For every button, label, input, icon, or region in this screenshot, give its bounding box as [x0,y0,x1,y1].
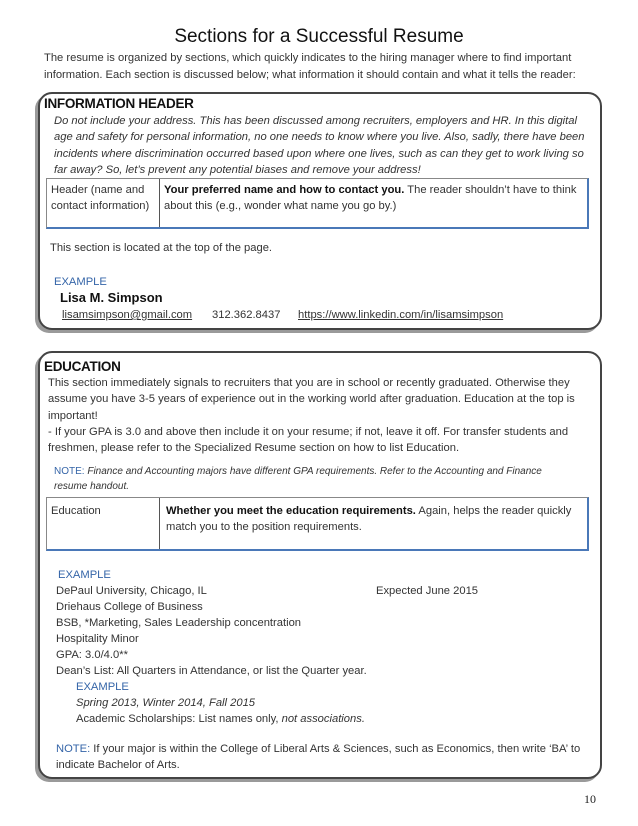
example-college: Driehaus College of Business [56,601,203,613]
table-label-cell: Education [47,498,160,549]
section-heading: INFORMATION HEADER [44,96,194,111]
example-linkedin-link[interactable]: https://www.linkedin.com/in/lisamsimpson [298,309,504,321]
example-gpa: GPA: 3.0/4.0** [56,649,128,661]
table-description-cell [160,179,587,227]
education-section [38,351,602,779]
example-minor: Hospitality Minor [56,633,139,645]
scholarships-italic: not associations. [281,713,365,725]
example-phone: 312.362.8437 [212,309,281,321]
table-label-cell: Header (name and contact information) [47,179,160,227]
final-note [56,741,596,774]
table-text: The reader shouldn’t have to think about this (e.g., wonder what name you go by.) [164,184,577,213]
information-header-section [38,92,602,330]
page-title: Sections for a Successful Resume [174,26,464,47]
expected-date: Expected June 2015 [376,585,479,597]
gpa-note [54,464,574,494]
example-email-link[interactable]: lisamsimpson@gmail.com [62,309,193,321]
table-bold-text: Your preferred name and how to contact you. [164,184,405,196]
header-info-table [46,178,589,229]
example-school: DePaul University, Chicago, IL [56,585,207,597]
section-heading: EDUCATION [44,359,121,374]
education-info-table [46,497,589,551]
note-text: Finance and Accounting majors have different GPA requirements. Refer to the Accounting and Finance resume handout. [54,466,542,492]
example-label: EXAMPLE [58,569,111,581]
table-description-cell [160,498,587,549]
table-bold-text: Whether you meet the education requirements. [166,505,416,517]
gpa-guidance: - If your GPA is 3.0 and above then include it on your resume; if not, leave it off. For transfer students and freshmen, please refer to the Specialized Resume section on how to list Education. [48,426,569,455]
note-label: NOTE: [54,466,85,477]
page-number: 10 [584,792,596,806]
sub-example-terms: Spring 2013, Winter 2014, Fall 2015 [76,697,256,709]
example-deans-list: Dean’s List: All Quarters in Attendance, or list the Quarter year. [56,665,367,677]
final-note-label: NOTE: [56,743,91,755]
final-note-text: If your major is within the College of Liberal Arts & Sciences, such as Economics, then write ‘BA’ to indicate Bachelor of Arts. [56,743,581,772]
address-note: Do not include your address. This has been discussed among recruiters, employers and HR. In this digital age and safety for personal information, no one needs to know where you live. Also, sadly, there have been incidents where discrimination occurred based upon where one lives, such as can they get to work living so far away? So, let’s prevent any potential biases and remove your address! [54,115,585,177]
sub-example-label: EXAMPLE [76,681,129,693]
example-name: Lisa M. Simpson [60,290,163,305]
table-text: Again, helps the reader quickly match you to the position requirements. [166,505,572,534]
scholarships-line [76,711,365,727]
scholarships-text: Academic Scholarships: List names only, [76,713,282,725]
example-degree: BSB, *Marketing, Sales Leadership concentration [56,617,302,629]
example-label: EXAMPLE [54,276,107,288]
intro-text: The resume is organized by sections, which quickly indicates to the hiring manager where to find important information. Each section is discussed below; what information it should contain and what it tells the reader: [44,52,576,81]
location-text: This section is located at the top of the page. [50,242,273,254]
education-description: This section immediately signals to recruiters that you are in school or recently graduated. Otherwise they assume you have 3-5 years of experience out in the working world after graduation. Education at the top is important! [48,377,575,422]
